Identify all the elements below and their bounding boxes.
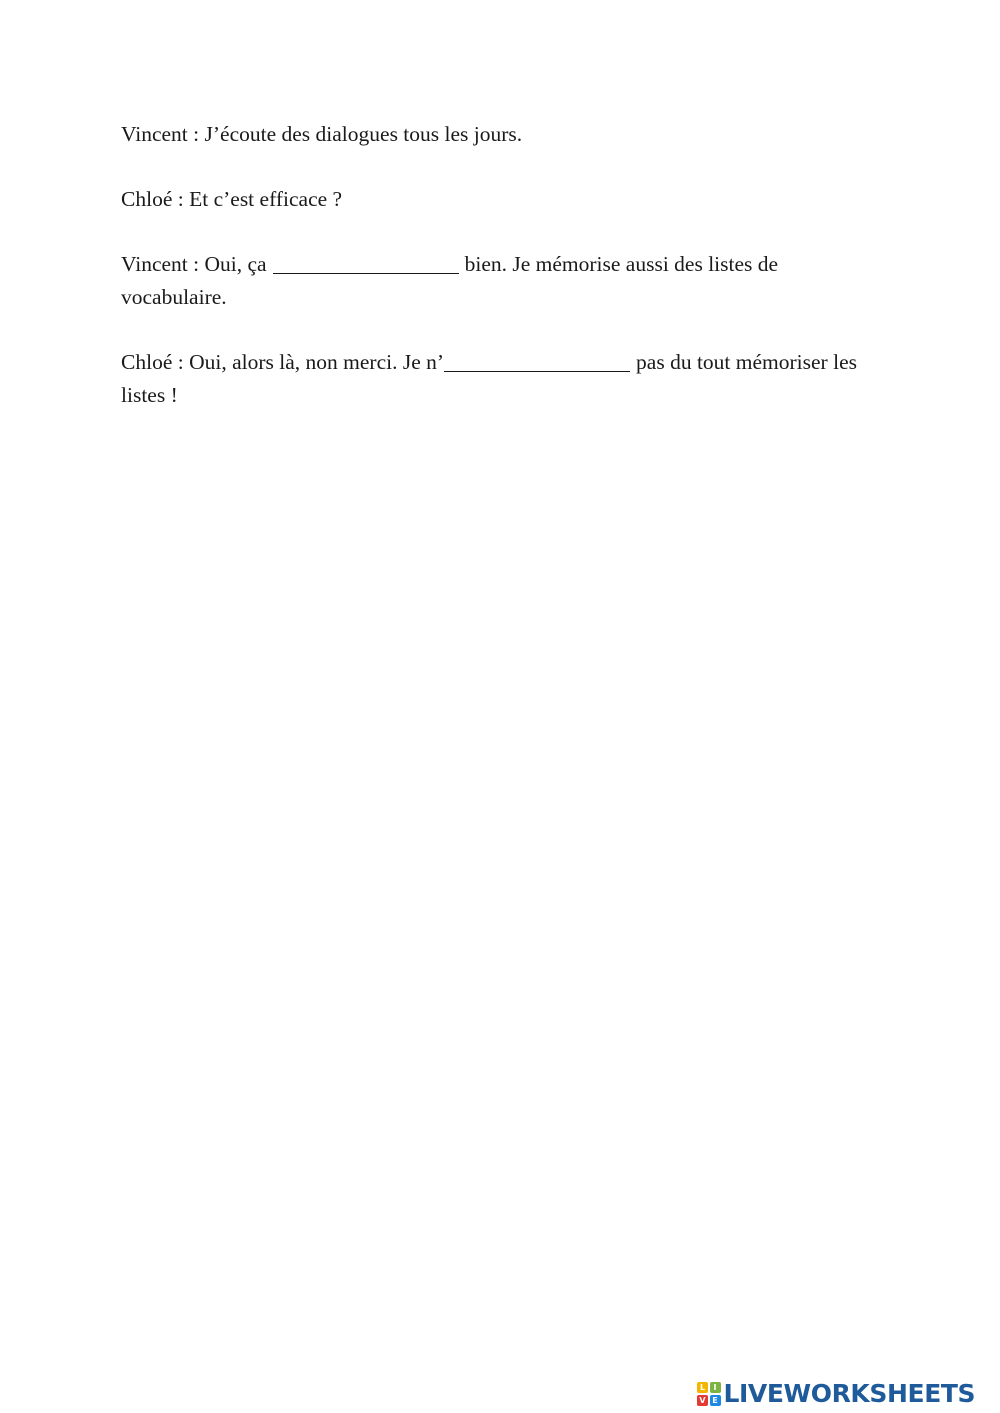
answer-blank-1[interactable] [273,253,459,274]
logo-cell: L [697,1382,708,1393]
dialogue-sentence-end: pas du tout mémoriser les listes ! [121,350,857,407]
logo-cell: V [697,1395,708,1406]
logo-icon [697,1382,721,1406]
dialogue-line-3 [121,248,881,314]
dialogue-text [121,118,881,444]
dialogue-sentence: Et c’est efficace ? [189,187,343,211]
dialogue-sentence-start: Oui, ça [204,252,267,276]
dialogue-sentence-start: Oui, alors là, non merci. Je n’ [189,350,445,374]
dialogue-sentence: J’écoute des dialogues tous les jours. [204,122,523,146]
logo-cell: E [710,1395,721,1406]
liveworksheets-logo [697,1381,975,1407]
speaker-name: Chloé : [121,350,184,374]
dialogue-line-4 [121,346,881,412]
logo-cell: I [710,1382,721,1393]
brand-name: LIVEWORKSHEETS [723,1379,976,1408]
dialogue-sentence-end: bien. Je mémorise aussi des listes de vocabulaire. [121,252,779,309]
speaker-name: Vincent : [121,252,200,276]
answer-blank-2[interactable] [444,351,630,372]
dialogue-line-1 [121,118,881,151]
speaker-name: Vincent : [121,122,200,146]
dialogue-line-2 [121,183,881,216]
speaker-name: Chloé : [121,187,184,211]
